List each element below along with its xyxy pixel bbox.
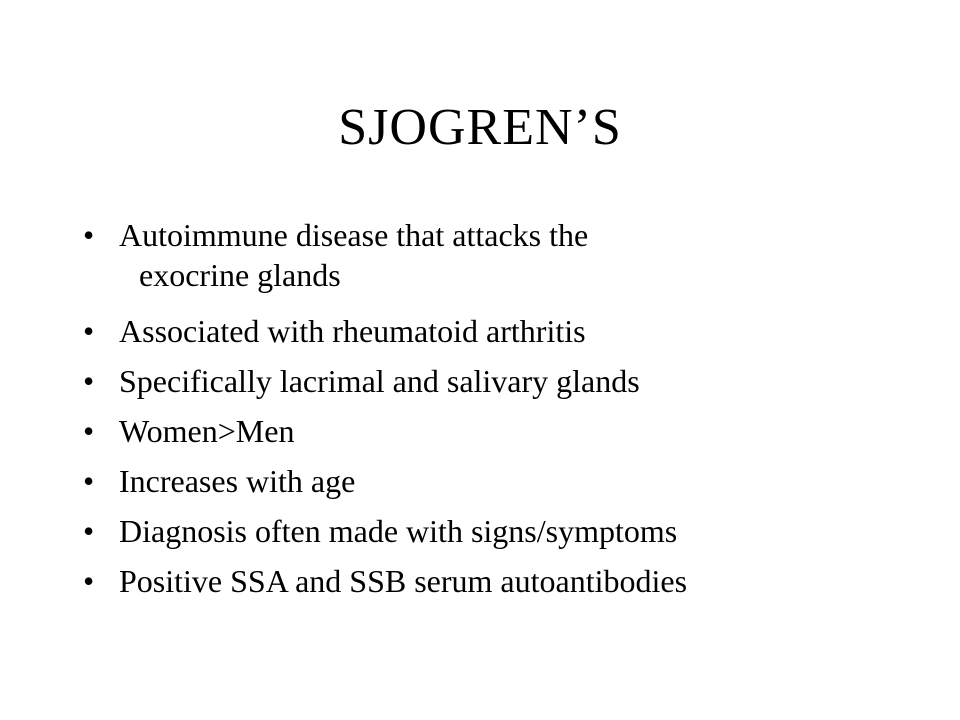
bullet-item [83,359,903,403]
bullet-icon: • [83,463,95,499]
bullet-line: Autoimmune disease that attacks the [119,217,589,253]
bullet-icon: • [83,413,95,449]
bullet-item [83,459,903,503]
bullet-text: Specifically lacrimal and salivary glands [119,363,640,399]
bullet-icon: • [83,563,95,599]
bullet-item [83,509,903,553]
bullet-list [83,215,903,609]
bullet-line-continuation: exocrine glands [139,257,341,293]
bullet-item [83,409,903,453]
bullet-text: Diagnosis often made with signs/symptoms [119,513,678,549]
bullet-icon: • [83,217,95,253]
bullet-text: Positive SSA and SSB serum autoantibodies [119,563,688,599]
bullet-icon: • [83,313,95,349]
bullet-text: Women>Men [119,413,295,449]
slide-title: SJOGREN’S [338,99,622,156]
bullet-icon: • [83,363,95,399]
bullet-item [83,559,903,603]
bullet-item [83,215,903,295]
bullet-item [83,309,903,353]
bullet-text: Associated with rheumatoid arthritis [119,313,586,349]
bullet-icon: • [83,513,95,549]
bullet-text [119,215,903,295]
bullet-text: Increases with age [119,463,356,499]
